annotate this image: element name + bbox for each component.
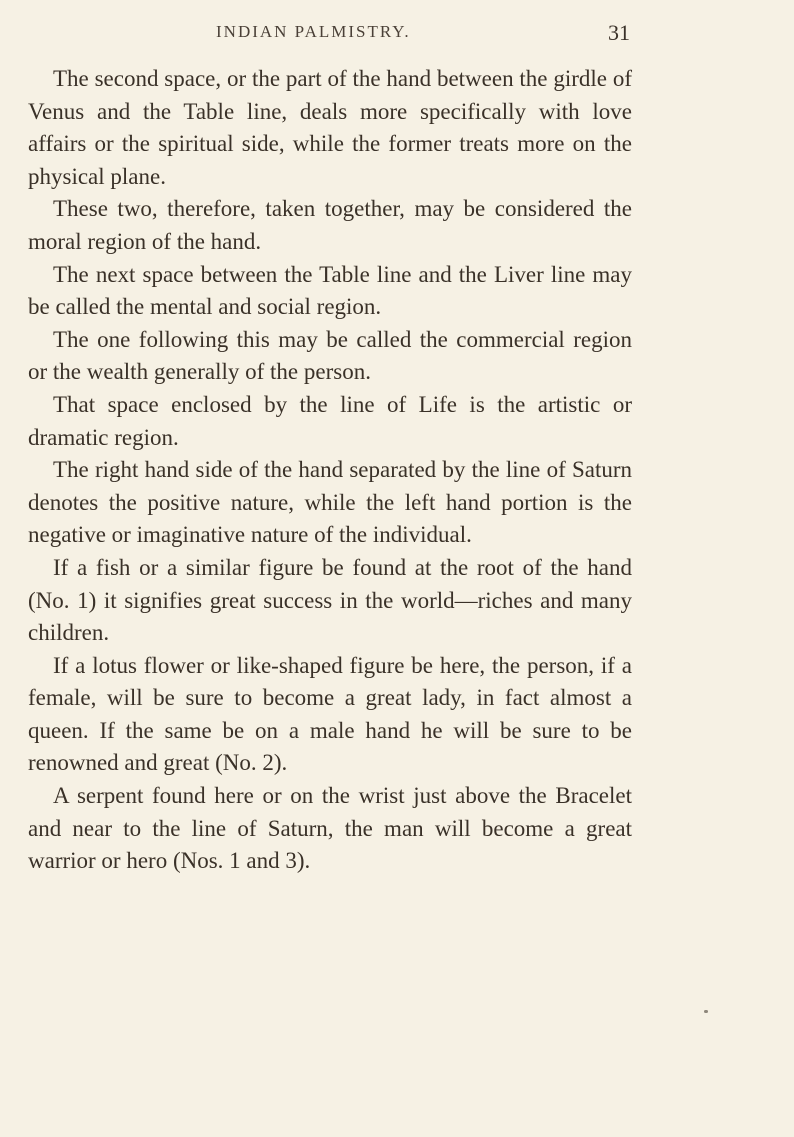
- paragraph: A serpent found here or on the wrist just above the Bracelet and near to the line of Saturn, the man will become a great warrior or hero (Nos. 1 and 3).: [28, 783, 632, 874]
- paragraph: The right hand side of the hand separated by the line of Saturn denotes the positive nature, while the left hand portion is the negative or imaginative nature of the individual.: [28, 457, 632, 548]
- page-number: 31: [608, 20, 630, 45]
- paragraph: If a fish or a similar figure be found at the root of the hand (No. 1) it signifies great success in the world—riches and many children.: [28, 554, 632, 646]
- body-text: [28, 63, 632, 878]
- running-title: INDIAN PALMISTRY.: [216, 22, 411, 41]
- paragraph: If a lotus flower or like-shaped figure be here, the person, if a female, will be sure to become a great lady, in fact almost a queen. If the same be on a male hand he will be sure to be renowned and great (No. 2).: [28, 652, 632, 776]
- paragraph: The next space between the Table line and the Liver line may be called the mental and social region.: [28, 261, 632, 320]
- paragraph: That space enclosed by the line of Life is the artistic or dramatic region.: [28, 391, 632, 450]
- paper-speck: [704, 1010, 708, 1013]
- paragraph: The second space, or the part of the hand between the girdle of Venus and the Table line, deals more specifically with love affairs or the spiritual side, while the former treats more on the physical plane.: [28, 66, 632, 189]
- running-head: [0, 22, 794, 52]
- paragraph: These two, therefore, taken together, may be considered the moral region of the hand.: [28, 196, 632, 254]
- paragraph: The one following this may be called the commercial region or the wealth generally of the person.: [28, 326, 632, 385]
